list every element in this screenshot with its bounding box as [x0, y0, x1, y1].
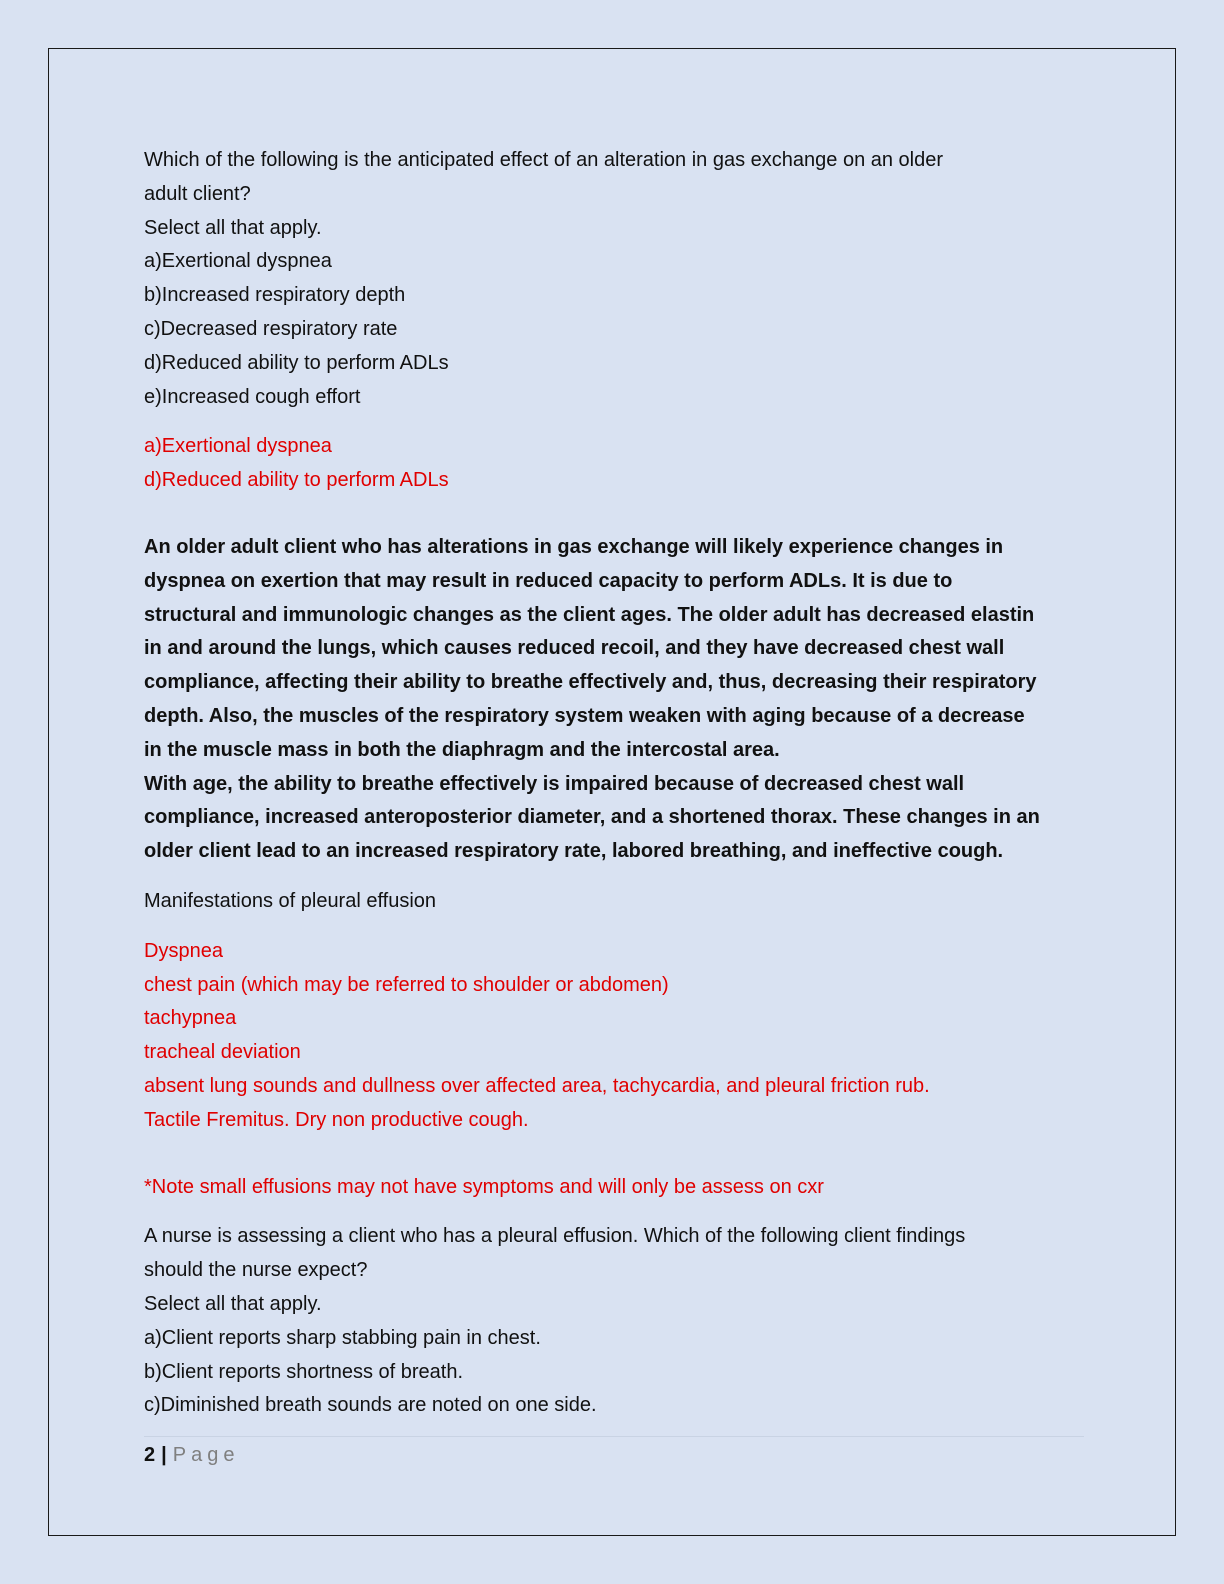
rationale-line: compliance, increased anteroposterior diameter, and a shortened thorax. These changes in an [144, 806, 1040, 829]
rationale-line: older client lead to an increased respiratory rate, labored breathing, and ineffective cough. [144, 840, 1004, 863]
question-2-option-c: c)Diminished breath sounds are noted on one side. [144, 1394, 597, 1417]
question-1-stem-line: adult client? [144, 182, 251, 205]
rationale-line: An older adult client who has alterations in gas exchange will likely experience changes in [144, 535, 1004, 558]
question-1-option-c: c)Decreased respiratory rate [144, 317, 398, 340]
answer-line: a)Exertional dyspnea [144, 435, 332, 458]
question-1-stem-line: Which of the following is the anticipated effect of an alteration in gas exchange on an older [144, 149, 944, 171]
answer-line: d)Reduced ability to perform ADLs [144, 469, 449, 492]
question-1 [144, 144, 1084, 414]
page-label: Page [172, 1444, 240, 1466]
question-2-option-a: a)Client reports sharp stabbing pain in chest. [144, 1326, 541, 1349]
page-number: 2 [144, 1444, 156, 1466]
question-2-stem-line: should the nurse expect? [144, 1259, 368, 1282]
question-2 [144, 1220, 1084, 1423]
rationale [144, 531, 1084, 869]
question-2-instruction: Select all that apply. [144, 1292, 322, 1315]
manifestation-item: Dyspnea [144, 939, 223, 962]
page-footer [144, 1436, 1084, 1469]
footer-separator: | [161, 1444, 167, 1466]
manifestations-heading: Manifestations of pleural effusion [144, 889, 437, 912]
rationale-line: in and around the lungs, which causes reduced recoil, and they have decreased chest wall [144, 637, 1005, 660]
manifestation-item: chest pain (which may be referred to shoulder or abdomen) [144, 973, 669, 996]
question-1-option-d: d)Reduced ability to perform ADLs [144, 351, 449, 374]
rationale-line: dyspnea on exertion that may result in reduced capacity to perform ADLs. It is due to [144, 569, 953, 592]
question-1-option-b: b)Increased respiratory depth [144, 284, 406, 307]
rationale-line: compliance, affecting their ability to breathe effectively and, thus, decreasing their respiratory [144, 671, 1037, 694]
question-1-instruction: Select all that apply. [144, 216, 322, 239]
rationale-line: depth. Also, the muscles of the respiratory system weaken with aging because of a decrease [144, 704, 1025, 727]
question-1-option-e: e)Increased cough effort [144, 385, 361, 408]
question-2-stem-line: A nurse is assessing a client who has a pleural effusion. Which of the following client findings [144, 1225, 966, 1248]
rationale-line: in the muscle mass in both the diaphragm and the intercostal area. [144, 738, 780, 761]
manifestation-item: tachypnea [144, 1007, 237, 1030]
question-2-option-b: b)Client reports shortness of breath. [144, 1360, 464, 1383]
question-1-answers [144, 430, 1084, 498]
rationale-line: structural and immunologic changes as the client ages. The older adult has decreased elastin [144, 603, 1035, 626]
manifestation-item: tracheal deviation [144, 1041, 301, 1064]
manifestation-item: absent lung sounds and dullness over affected area, tachycardia, and pleural friction rub. [144, 1074, 930, 1097]
rationale-line: With age, the ability to breathe effectively is impaired because of decreased chest wall [144, 772, 965, 795]
question-1-option-a: a)Exertional dyspnea [144, 250, 332, 273]
document-body [144, 144, 1084, 1423]
manifestations-note: *Note small effusions may not have symptoms and will only be assess on cxr [144, 1175, 824, 1198]
manifestations-list [144, 935, 1084, 1138]
manifestation-item: Tactile Fremitus. Dry non productive cough. [144, 1108, 529, 1131]
